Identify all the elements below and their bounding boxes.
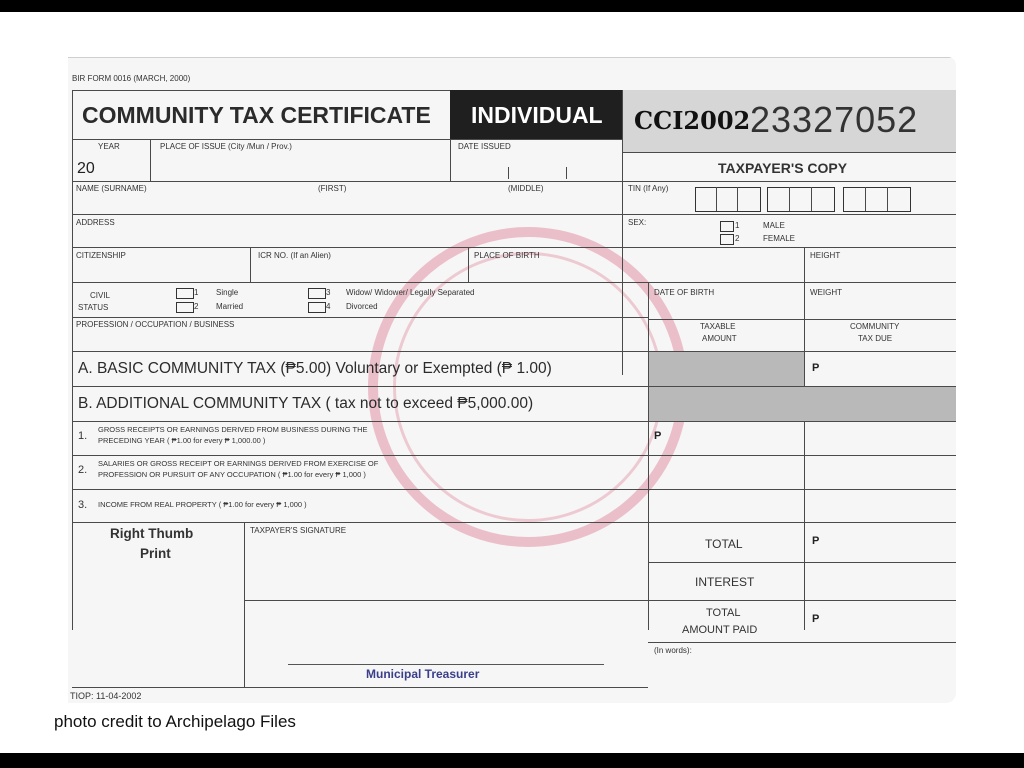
civil-option-3-num: 3 (326, 288, 331, 297)
middle-name-label: (MIDDLE) (508, 184, 544, 193)
status-label: STATUS (78, 303, 109, 312)
civil-label: CIVIL (90, 291, 111, 300)
rule (737, 187, 738, 211)
civil-option-4-num: 4 (326, 302, 331, 311)
treasurer-signature-line (288, 664, 604, 665)
item-1-number: 1. (78, 430, 88, 442)
footer-code: TIOP: 11-04-2002 (70, 691, 142, 701)
individual-label: INDIVIDUAL (471, 102, 603, 128)
rule (648, 562, 956, 563)
civil-option-1-num: 1 (194, 288, 199, 297)
rule (72, 351, 956, 352)
rule (450, 139, 451, 181)
rule (789, 187, 790, 211)
amount-paid-label: AMOUNT PAID (682, 624, 758, 636)
date-issued-label: DATE ISSUED (458, 142, 511, 151)
rule (250, 247, 251, 282)
rule (72, 139, 622, 140)
rule (622, 152, 956, 153)
tin-label: TIN (If Any) (628, 184, 669, 193)
rule (887, 187, 888, 211)
item-1-peso-sign: P (654, 430, 662, 442)
rule (72, 317, 648, 318)
citizenship-label: CITIZENSHIP (76, 251, 126, 260)
sex-option-2-num: 2 (735, 234, 740, 243)
rule (72, 214, 956, 215)
top-letterbox-bar (0, 0, 1024, 12)
certificate-title: COMMUNITY TAX CERTIFICATE (82, 102, 431, 128)
civil-option-1-label: Single (216, 288, 239, 297)
sex-female-checkbox[interactable] (720, 234, 734, 245)
rule (72, 687, 648, 688)
rule (865, 187, 866, 211)
total-label: TOTAL (705, 537, 743, 551)
tin-box-1[interactable] (695, 187, 761, 212)
rule (804, 247, 805, 630)
rule (648, 282, 649, 630)
serial-prefix: CCI2002 (634, 106, 751, 135)
item-3-text: INCOME FROM REAL PROPERTY ( ₱1.00 for every ₱ 1,000 ) (98, 500, 307, 509)
place-of-birth-label: PLACE OF BIRTH (474, 251, 540, 260)
sex-option-1-num: 1 (735, 221, 740, 230)
form-code: BIR FORM 0016 (MARCH, 2000) (72, 74, 191, 83)
address-label: ADDRESS (76, 218, 115, 227)
item-1-line-1: GROSS RECEIPTS OR EARNINGS DERIVED FROM BUSINESS DURING THE (98, 425, 368, 434)
additional-community-tax: B. ADDITIONAL COMMUNITY TAX ( tax not to exceed ₱5,000.00) (78, 395, 534, 412)
interest-label: INTEREST (695, 575, 755, 589)
rule (72, 282, 956, 283)
total-paid-label: TOTAL (706, 607, 741, 619)
print-label: Print (140, 546, 171, 561)
in-words-label: (In words): (654, 646, 692, 655)
civil-married-checkbox[interactable] (176, 302, 194, 313)
date-of-birth-label: DATE OF BIRTH (654, 288, 715, 297)
year-label: YEAR (98, 142, 120, 151)
icr-label: ICR NO. (If an Alien) (258, 251, 331, 260)
rule (72, 421, 956, 422)
amount-label: AMOUNT (702, 334, 737, 343)
rule (72, 247, 956, 248)
rule (648, 600, 956, 601)
basic-tax-peso-sign: P (812, 362, 820, 374)
surname-label: NAME (SURNAME) (76, 184, 147, 193)
rule (648, 319, 956, 320)
rule (72, 522, 956, 523)
rule (648, 642, 956, 643)
year-value: 20 (77, 160, 95, 177)
civil-option-3-label: Widow/ Widower/ Legally Separated (346, 288, 475, 297)
civil-option-2-label: Married (216, 302, 244, 311)
basic-tax-shaded-cell (649, 352, 804, 386)
rule (72, 455, 956, 456)
right-thumb-label: Right Thumb (110, 526, 194, 541)
rule (72, 181, 956, 182)
civil-single-checkbox[interactable] (176, 288, 194, 299)
rule (72, 489, 956, 490)
civil-option-2-num: 2 (194, 302, 199, 311)
civil-widow-checkbox[interactable] (308, 288, 326, 299)
place-of-issue-label: PLACE OF ISSUE (City /Mun / Prov.) (160, 142, 292, 151)
rule (244, 600, 648, 601)
profession-label: PROFESSION / OCCUPATION / BUSINESS (76, 320, 235, 329)
tin-box-2[interactable] (767, 187, 835, 212)
rule (716, 187, 717, 211)
municipal-treasurer-label: Municipal Treasurer (366, 667, 480, 681)
community-tax-certificate-form (68, 57, 956, 703)
sex-label: SEX: (628, 218, 647, 227)
copy-label: TAXPAYER'S COPY (718, 160, 848, 176)
date-tick (566, 167, 567, 179)
first-name-label: (FIRST) (318, 184, 347, 193)
civil-divorced-checkbox[interactable] (308, 302, 326, 313)
tax-due-label: TAX DUE (858, 334, 893, 343)
sex-male-checkbox[interactable] (720, 221, 734, 232)
photo-credit-caption: photo credit to Archipelago Files (54, 712, 296, 731)
additional-tax-shaded-cell (649, 387, 956, 421)
weight-label: WEIGHT (810, 288, 842, 297)
sex-option-1-label: MALE (763, 221, 785, 230)
rule (244, 522, 245, 687)
bottom-letterbox-bar (0, 753, 1024, 768)
date-tick (508, 167, 509, 179)
taxable-label: TAXABLE (700, 322, 736, 331)
item-2-line-2: PROFESSION OR PURSUIT OF ANY OCCUPATION ( ₱1.00 for every ₱ 1,000 ) (98, 470, 366, 479)
taxpayer-signature-label: TAXPAYER'S SIGNATURE (250, 526, 347, 535)
rule (811, 187, 812, 211)
item-1-line-2: PRECEDING YEAR ( ₱1.00 for every ₱ 1,000.00 ) (98, 436, 266, 445)
total-paid-peso-sign: P (812, 613, 820, 625)
item-2-line-1: SALARIES OR GROSS RECEIPT OR EARNINGS DERIVED FROM EXERCISE OF (98, 459, 379, 468)
rule (468, 247, 469, 282)
serial-number: 23327052 (750, 99, 919, 140)
civil-option-4-label: Divorced (346, 302, 378, 311)
item-2-number: 2. (78, 464, 88, 476)
tin-box-3[interactable] (843, 187, 911, 212)
item-3-number: 3. (78, 499, 88, 511)
sex-option-2-label: FEMALE (763, 234, 796, 243)
height-label: HEIGHT (810, 251, 841, 260)
community-label: COMMUNITY (850, 322, 900, 331)
basic-community-tax: A. BASIC COMMUNITY TAX (₱5.00) Voluntary or Exempted (₱ 1.00) (78, 360, 552, 377)
rule (622, 90, 623, 375)
rule (72, 90, 73, 630)
rule (150, 139, 151, 181)
total-peso-sign: P (812, 535, 820, 547)
